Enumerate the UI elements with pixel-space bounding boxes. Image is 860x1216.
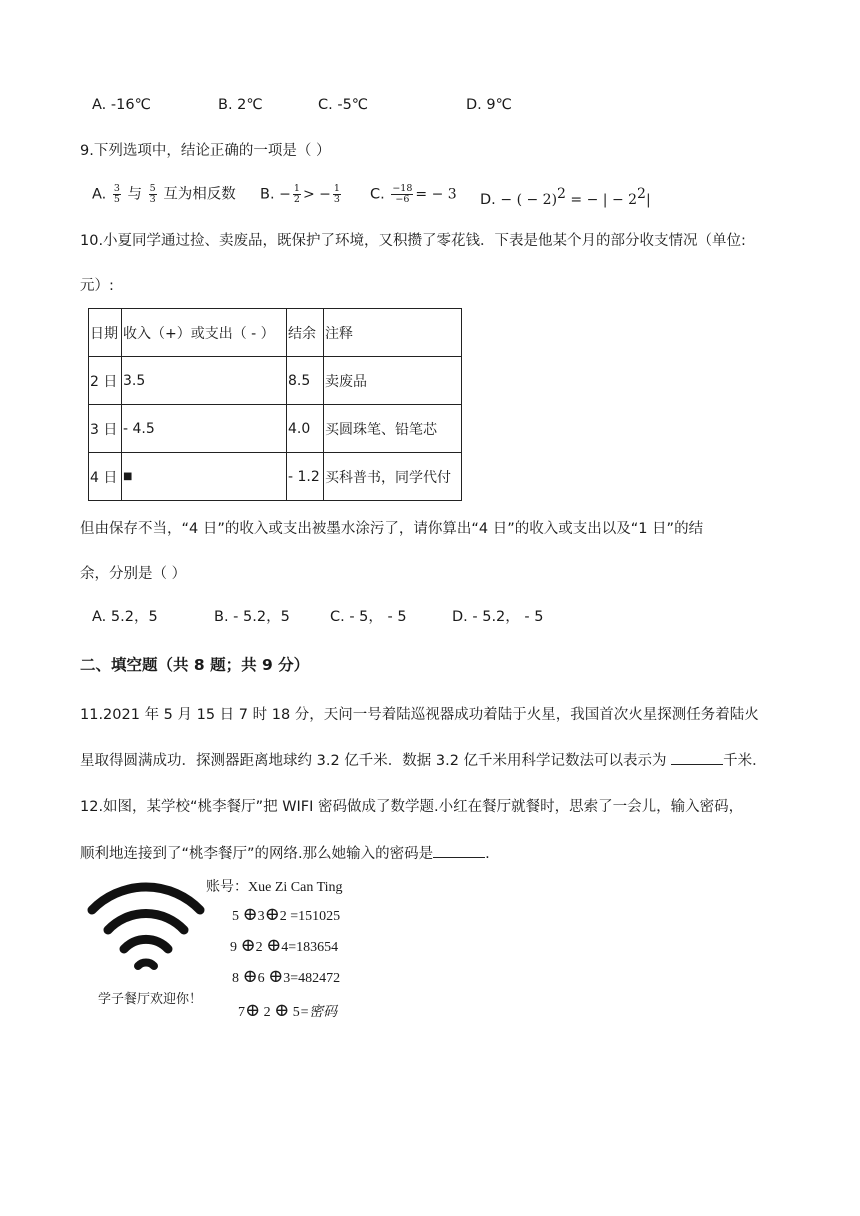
- eq3-a: 8: [232, 971, 239, 986]
- q9-a-suffix: 互为相反数: [163, 186, 236, 203]
- q12-line1: 12.如图，某学校“桃李餐厅”把 WIFI 密码做成了数学题.小红在餐厅就餐时，思索了一会儿，输入密码，: [80, 799, 744, 815]
- eq1-result: =151025: [290, 909, 341, 924]
- table-cell: - 4.5: [122, 405, 287, 453]
- wifi-account-label: 账号：Xue Zi Can Ting: [206, 880, 343, 895]
- q9-c-prefix: C.: [370, 186, 385, 203]
- table-row: [89, 405, 462, 453]
- q9-a-fraction-1: [113, 184, 121, 205]
- q10-after-line2: 余，分别是（ ）: [80, 566, 187, 582]
- q9-option-b: [260, 184, 343, 205]
- q12-line2-end: .: [485, 846, 490, 862]
- q11-line2: [80, 750, 767, 771]
- eq2-c: 4: [281, 940, 289, 955]
- eq1-b: 3: [257, 909, 265, 924]
- table-row: [89, 453, 462, 501]
- q9-a-mid: 与: [127, 186, 143, 203]
- table-cell: 4.0: [287, 405, 324, 453]
- q9-b-frac2-num: 1: [333, 183, 340, 194]
- eq1-a: 5: [232, 909, 239, 924]
- eq4-result: =密码: [299, 1005, 338, 1020]
- q9-a-frac2-den: 3: [149, 194, 156, 205]
- table-header-cell: 注释: [324, 309, 462, 357]
- q9-d-mid: = − | − 2: [565, 191, 638, 208]
- q10-stem-line2: 元）:: [80, 278, 114, 294]
- q10-option-a: A. 5.2，5: [92, 609, 158, 625]
- circled-plus-icon: ⊕: [264, 904, 280, 924]
- q8-option-b: B. 2℃: [218, 97, 263, 113]
- wifi-icon: [86, 880, 206, 980]
- table-header-cell: 日期: [89, 309, 122, 357]
- q10-option-b: B. - 5.2，5: [214, 609, 290, 625]
- table-cell: ■: [122, 453, 287, 501]
- equation-row-4: [238, 1000, 337, 1021]
- q9-d-end: |: [645, 191, 651, 208]
- eq4-c: 5: [292, 1005, 300, 1020]
- eq3-c: 3: [283, 971, 291, 986]
- circled-plus-icon: ⊕: [242, 904, 258, 924]
- table-cell: 3.5: [122, 357, 287, 405]
- table-cell: 买圆珠笔、铅笔芯: [324, 405, 462, 453]
- q9-d-exp2: 2: [637, 186, 646, 202]
- eq4-a: 7: [238, 1005, 245, 1020]
- table-row: [89, 357, 462, 405]
- q11-line2-text: 星取得圆满成功．探测器距离地球约 3.2 亿千米．数据 3.2 亿千米用科学记数法可以表示为: [80, 753, 672, 769]
- table-cell: 8.5: [287, 357, 324, 405]
- q9-c-frac-num: −18: [392, 183, 413, 194]
- q12-answer-blank: [433, 843, 485, 858]
- q12-line2-text: 顺利地连接到了“桃李餐厅”的网络.那么她输入的密码是: [80, 846, 434, 862]
- eq3-result: =482472: [290, 971, 341, 986]
- eq3-b: 6: [257, 971, 265, 986]
- q9-b-prefix: B.: [260, 186, 275, 203]
- q8-option-d: D. 9℃: [466, 97, 512, 113]
- circled-plus-icon: ⊕: [245, 1000, 261, 1020]
- table-cell: 买科普书，同学代付: [324, 453, 462, 501]
- table-cell: - 1.2: [287, 453, 324, 501]
- q9-option-d: [480, 184, 651, 210]
- circled-plus-icon: ⊕: [274, 1000, 290, 1020]
- circled-plus-icon: ⊕: [240, 935, 256, 955]
- section-2-title: 二、填空题（共 8 题；共 9 分）: [80, 656, 310, 674]
- q9-d-exp1: 2: [557, 186, 566, 202]
- equation-row-2: [230, 935, 338, 956]
- q9-c-fraction: [391, 184, 413, 205]
- table-header-cell: 收入（+）或支出（ - ）: [122, 309, 287, 357]
- q9-option-a: [92, 184, 236, 205]
- q9-d-lhs: − ( − 2): [500, 191, 558, 208]
- q9-b-frac1-num: 1: [293, 183, 300, 194]
- q10-option-c: C. - 5， - 5: [330, 609, 407, 625]
- circled-plus-icon: ⊕: [242, 966, 258, 986]
- q10-stem-line1: 10.小夏同学通过捡、卖废品，既保护了环境，又积攒了零花钱．下表是他某个月的部分收支情况（单位:: [80, 233, 746, 249]
- q9-a-fraction-2: [149, 184, 157, 205]
- q9-a-frac2-num: 5: [149, 183, 156, 194]
- q9-b-frac1-den: 2: [293, 194, 300, 205]
- q9-c-rhs: = − 3: [415, 186, 457, 203]
- eq1-c: 2: [279, 909, 287, 924]
- q9-b-frac2-den: 3: [333, 194, 340, 205]
- q10-option-d: D. - 5.2， - 5: [452, 609, 544, 625]
- table-cell: 3 日: [89, 405, 122, 453]
- table-cell: 2 日: [89, 357, 122, 405]
- table-header-cell: 结余: [287, 309, 324, 357]
- table-header-row: [89, 309, 462, 357]
- eq4-b: 2: [263, 1005, 271, 1020]
- q9-b-fraction-1: [293, 184, 301, 205]
- q9-a-prefix: A.: [92, 186, 107, 203]
- table-cell: 4 日: [89, 453, 122, 501]
- q9-stem: 9.下列选项中，结论正确的一项是（ ）: [80, 143, 331, 159]
- q10-ledger-table: [88, 308, 462, 501]
- q11-answer-blank: [671, 750, 723, 765]
- eq2-b: 2: [255, 940, 263, 955]
- wifi-welcome-text: 学子餐厅欢迎你！: [98, 992, 203, 1007]
- q9-option-c: [370, 184, 457, 205]
- equation-row-3: [232, 966, 340, 987]
- q9-b-op: > −: [302, 186, 331, 203]
- table-cell: 卖废品: [324, 357, 462, 405]
- q12-line2: [80, 843, 490, 864]
- q8-option-c: C. -5℃: [318, 97, 369, 113]
- circled-plus-icon: ⊕: [266, 935, 282, 955]
- q10-after-line1: 但由保存不当，“4 日”的收入或支出被墨水涂污了，请你算出“4 日”的收入或支出以及“1 日”的结: [80, 521, 704, 537]
- q11-line2-end: 千米．: [723, 753, 767, 769]
- q9-b-fraction-2: [333, 184, 341, 205]
- equation-row-1: [232, 904, 340, 925]
- q9-c-frac-den: −6: [395, 194, 410, 205]
- q9-d-prefix: D.: [480, 191, 496, 208]
- q9-b-minus: −: [279, 186, 291, 203]
- q9-a-frac1-den: 5: [113, 194, 120, 205]
- eq2-result: =183654: [288, 940, 339, 955]
- circled-plus-icon: ⊕: [268, 966, 284, 986]
- q9-a-frac1-num: 3: [113, 183, 120, 194]
- q8-option-a: A. -16℃: [92, 97, 151, 113]
- q11-line1: 11.2021 年 5 月 15 日 7 时 18 分，天问一号着陆巡视器成功着陆于火星，我国首次火星探测任务着陆火: [80, 707, 759, 723]
- eq2-a: 9: [230, 940, 237, 955]
